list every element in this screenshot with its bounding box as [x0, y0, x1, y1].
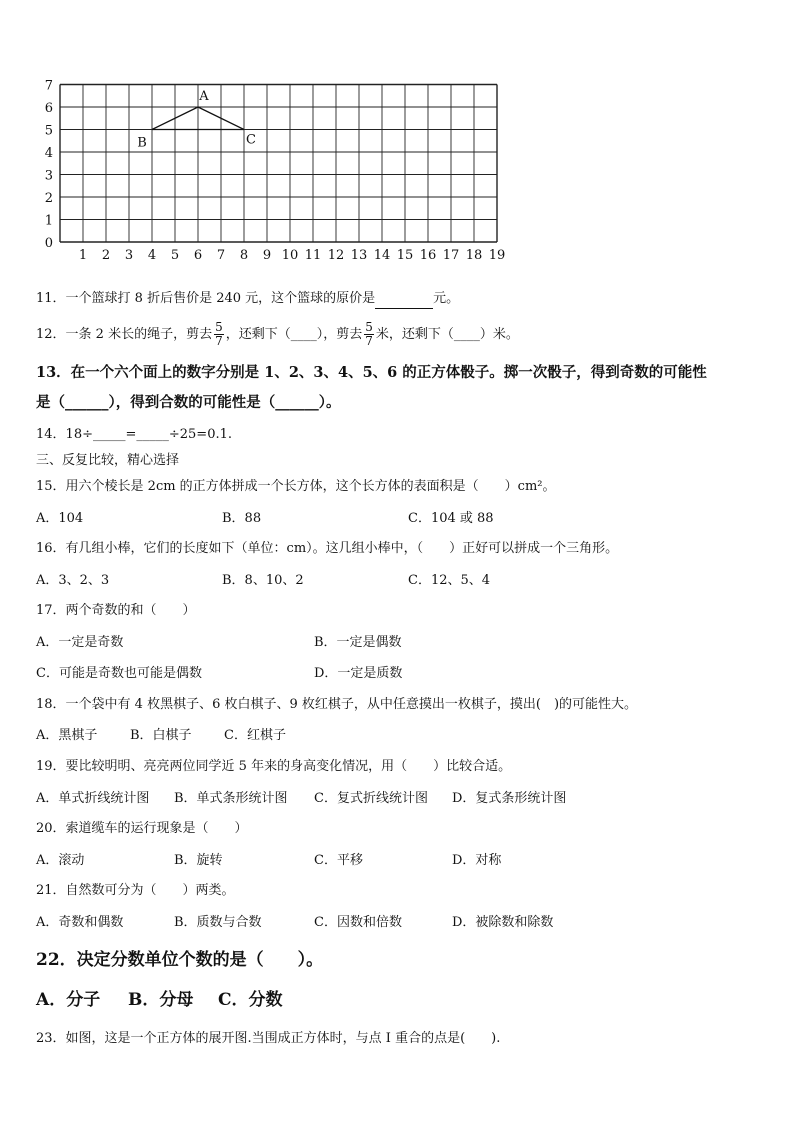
fraction-numerator: 5 — [365, 320, 373, 334]
x-tick-label: 16 — [419, 248, 437, 263]
fraction-denominator: 7 — [365, 334, 373, 348]
option-c[interactable]: C．平移 — [314, 853, 363, 868]
fraction-numerator: 5 — [215, 320, 223, 334]
question-12-part1: 12．一条 2 米长的绳子，剪去 — [36, 327, 213, 342]
x-tick-label: 13 — [350, 248, 368, 263]
option-d[interactable]: D．对称 — [452, 853, 502, 868]
question-11-tail: 元。 — [433, 291, 460, 306]
option-c[interactable]: C．分数 — [218, 990, 283, 1010]
option-c[interactable]: C．104 或 88 — [408, 511, 494, 526]
x-tick-label: 15 — [396, 248, 414, 263]
answer-blank[interactable] — [375, 290, 433, 309]
question-19: 19．要比较明明、亮亮两位同学近 5 年来的身高变化情况，用（ ）比较合适。 — [36, 759, 512, 774]
y-tick-label: 2 — [44, 191, 53, 206]
option-a[interactable]: A．奇数和偶数 — [36, 915, 124, 930]
y-tick-label: 7 — [44, 78, 53, 94]
x-tick-label: 8 — [239, 248, 249, 263]
option-a[interactable]: A．黑棋子 — [36, 728, 98, 743]
option-c[interactable]: C．红棋子 — [224, 728, 286, 743]
fraction — [364, 321, 374, 348]
fraction-denominator: 7 — [215, 334, 223, 348]
question-12-part2: ，还剩下（____），剪去 — [225, 327, 363, 342]
question-15: 15．用六个棱长是 2cm 的正方体拼成一个长方体，这个长方体的表面积是（ ）cm²。 — [36, 479, 556, 494]
x-tick-label: 17 — [442, 248, 460, 263]
option-d[interactable]: D．复式条形统计图 — [452, 791, 567, 806]
question-17: 17．两个奇数的和（ ） — [36, 603, 196, 618]
x-tick-label: 11 — [304, 248, 322, 263]
option-c[interactable]: C．12、5、4 — [408, 573, 491, 588]
question-11 — [36, 290, 459, 309]
question-18: 18．一个袋中有 4 枚黑棋子、6 枚白棋子、9 枚红棋子，从中任意摸出一枚棋子，摸出( )的可能性大。 — [36, 697, 638, 712]
option-b[interactable]: B．白棋子 — [130, 728, 192, 743]
question-22: 22．决定分数单位个数的是（ ）。 — [36, 950, 324, 970]
option-b[interactable]: B．88 — [222, 511, 262, 526]
point-label: B — [137, 135, 147, 151]
point-label: C — [246, 132, 256, 148]
y-tick-label: 5 — [44, 123, 53, 139]
option-d[interactable]: D．被除数和除数 — [452, 915, 554, 930]
option-a[interactable]: A．3、2、3 — [36, 573, 110, 588]
x-tick-label: 14 — [373, 248, 391, 263]
option-c[interactable]: C．复式折线统计图 — [314, 791, 428, 806]
y-tick-label: 4 — [44, 146, 53, 161]
option-b[interactable]: B．分母 — [128, 990, 194, 1010]
x-tick-label: 10 — [281, 248, 299, 263]
y-tick-label: 6 — [44, 101, 53, 116]
coordinate-grid — [30, 78, 510, 273]
option-c[interactable]: C．可能是奇数也可能是偶数 — [36, 666, 202, 681]
option-b[interactable]: B．旋转 — [174, 853, 223, 868]
x-tick-label: 6 — [193, 248, 203, 263]
option-b[interactable]: B．单式条形统计图 — [174, 791, 288, 806]
x-tick-label: 4 — [147, 248, 157, 263]
option-b[interactable]: B．质数与合数 — [174, 915, 262, 930]
option-c[interactable]: C．因数和倍数 — [314, 915, 402, 930]
x-tick-label: 5 — [170, 248, 180, 263]
x-tick-label: 12 — [327, 248, 345, 263]
option-a[interactable]: A．单式折线统计图 — [36, 791, 150, 806]
x-tick-label: 1 — [78, 248, 88, 263]
question-20: 20．索道缆车的运行现象是（ ） — [36, 821, 248, 836]
question-13-line1: 13．在一个六个面上的数字分别是 1、2、3、4、5、6 的正方体骰子。掷一次骰子，得到奇数的可能性 — [36, 364, 707, 381]
option-a[interactable]: A．一定是奇数 — [36, 635, 124, 650]
section-title: 三、反复比较，精心选择 — [36, 453, 180, 468]
x-tick-label: 7 — [216, 248, 226, 263]
option-b[interactable]: B．一定是偶数 — [314, 635, 402, 650]
x-tick-label: 9 — [262, 248, 272, 263]
option-a[interactable]: A．104 — [36, 511, 84, 526]
option-b[interactable]: B．8、10、2 — [222, 573, 304, 588]
question-12-part3: 米，还剩下（____）米。 — [375, 327, 519, 342]
y-tick-label: 0 — [44, 236, 53, 251]
y-tick-label: 3 — [44, 168, 53, 184]
x-tick-label: 2 — [101, 248, 111, 263]
question-12 — [36, 318, 519, 352]
option-a[interactable]: A．滚动 — [36, 853, 85, 868]
y-tick-label: 1 — [44, 213, 53, 229]
question-13-line2: 是（______），得到合数的可能性是（______）。 — [36, 394, 341, 411]
fraction — [214, 321, 224, 348]
question-23: 23．如图，这是一个正方体的展开图.当围成正方体时，与点 I 重合的点是( ). — [36, 1031, 501, 1046]
option-d[interactable]: D．一定是质数 — [314, 666, 403, 681]
question-11-text: 11．一个篮球打 8 折后售价是 240 元，这个篮球的原价是 — [36, 291, 376, 306]
option-a[interactable]: A．分子 — [36, 990, 101, 1010]
question-21: 21．自然数可分为（ ）两类。 — [36, 883, 235, 898]
x-tick-label: 19 — [488, 248, 506, 263]
x-tick-label: 3 — [124, 248, 134, 263]
point-label: A — [199, 89, 209, 104]
x-tick-label: 18 — [465, 248, 483, 263]
question-14: 14．18÷_____=_____÷25=0.1. — [36, 427, 233, 442]
question-16: 16．有几组小棒，它们的长度如下（单位：cm）。这几组小棒中，（ ）正好可以拼成一个三角形。 — [36, 541, 619, 556]
